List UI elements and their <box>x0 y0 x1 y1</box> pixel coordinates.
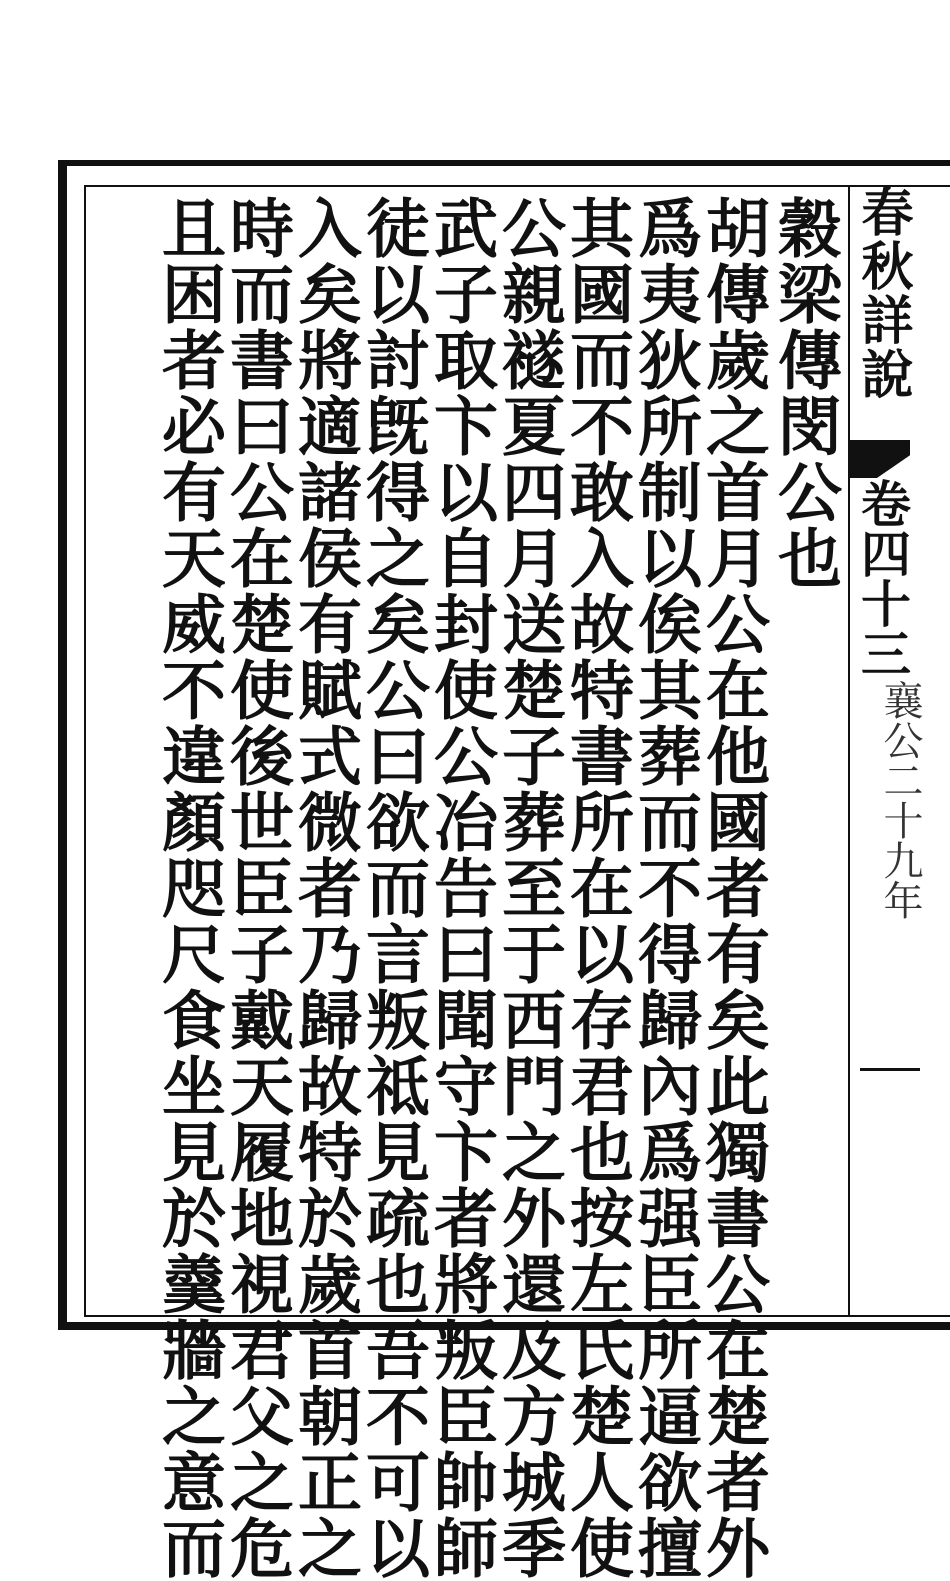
text-column-5: 公親襚夏四月送楚子葬至于西門之外還及方城季 <box>491 195 566 1581</box>
text-column-2: 胡傳歲之首月公在他國者有矣此獨書公在楚者外 <box>695 195 770 1581</box>
margin-rule <box>860 1068 920 1071</box>
text-column-9: 時而書曰公在楚使後世臣子戴天履地視君父之危 <box>219 195 294 1581</box>
volume-number: 卷四十三 <box>853 478 912 678</box>
text-column-7: 徒以討旣得之矣公曰欲而言叛祗見疏也吾不可以 <box>355 195 430 1581</box>
text-column-6: 武子取卞以自封使公冶告曰聞守卞者將叛臣帥師 <box>423 195 498 1581</box>
text-column-8: 入矣將適諸侯有賦式微者乃歸故特於歲首朝正之 <box>287 195 362 1581</box>
chapter-label: 襄公二十九年 <box>877 680 923 920</box>
text-column-1: 穀梁傳閔公也 <box>767 195 842 591</box>
text-block <box>94 195 848 1581</box>
book-title: 春秋詳說 <box>852 185 913 401</box>
text-column-10: 且困者必有天威不違顏咫尺食坐見於羹牆之意而 <box>151 195 226 1581</box>
text-column-4: 其國而不敢入故特書所在以存君也按左氏楚人使 <box>559 195 634 1581</box>
text-column-3: 爲夷狄所制以俟其葬而不得歸內爲强臣所逼欲擅 <box>627 195 702 1581</box>
center-fold-rule <box>848 185 850 1317</box>
